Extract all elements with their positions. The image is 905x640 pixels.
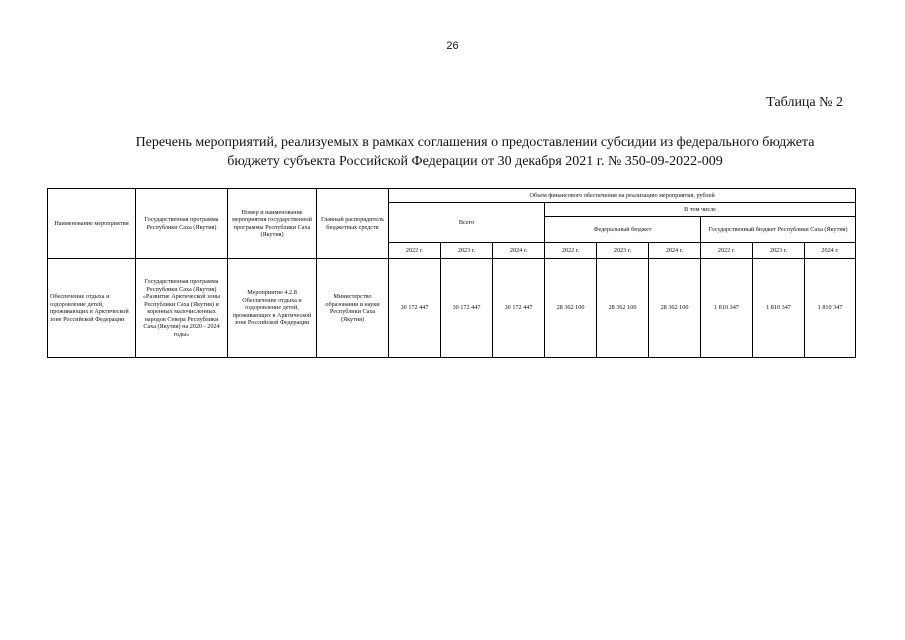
header-including: В том числе — [545, 203, 856, 217]
table-label: Таблица № 2 — [766, 95, 843, 110]
document-title-line-2: бюджету субъекта Российской Федерации от 30 декабря 2021 г. № 350-09-2022-009 — [227, 154, 723, 169]
page-number: 26 — [446, 40, 459, 52]
header-year: 2022 г. — [545, 243, 597, 259]
header-total: Всего — [389, 203, 545, 243]
cell-value: 28 362 100 — [649, 259, 701, 358]
cell-value: 28 362 100 — [597, 259, 649, 358]
header-funding-volume: Объем финансового обеспечения на реализацию мероприятия, рублей — [389, 189, 856, 203]
header-year: 2023 г. — [597, 243, 649, 259]
document-title-line-1: Перечень мероприятий, реализуемых в рамках соглашения о предоставлении субсидии из федерального бюджета — [135, 135, 815, 150]
header-year: 2024 г. — [493, 243, 545, 259]
header-regional-budget: Государственный бюджет Республики Саха (Якутия) — [701, 217, 856, 243]
header-federal-budget: Федеральный бюджет — [545, 217, 701, 243]
cell-value: 1 810 347 — [753, 259, 805, 358]
header-event-name: Наименование мероприятия — [48, 189, 136, 259]
table-row — [48, 259, 856, 358]
header-year: 2024 г. — [649, 243, 701, 259]
cell-value: 1 810 347 — [805, 259, 856, 358]
cell-state-program: Государственная программа Республики Саха (Якутия) «Развитие Арктической зоны Республики Саха (Якутия) и коренных малочисленных народов Севера Республики Саха (Якутия) на 2020 - 2024 годы» — [136, 259, 228, 358]
events-table — [47, 188, 856, 358]
cell-main-manager: Министерство образования и науки Республики Саха (Якутия) — [317, 259, 389, 358]
cell-program-event: Мероприятие 4.2.8 Обеспечение отдыха и оздоровление детей, проживающих в Арктической зоне Российской Федерации — [228, 259, 317, 358]
document-title — [60, 133, 890, 171]
cell-value: 28 362 100 — [545, 259, 597, 358]
header-state-program: Государственная программа Республики Саха (Якутия) — [136, 189, 228, 259]
header-year: 2023 г. — [753, 243, 805, 259]
header-year: 2023 г. — [441, 243, 493, 259]
cell-value: 30 172 447 — [389, 259, 441, 358]
header-year: 2024 г. — [805, 243, 856, 259]
cell-value: 30 172 447 — [493, 259, 545, 358]
cell-event-name: Обеспечение отдыха и оздоровление детей, проживающих в Арктической зоне Российской Федерации — [48, 259, 136, 358]
header-year: 2022 г. — [701, 243, 753, 259]
header-main-manager: Главный распорядитель бюджетных средств — [317, 189, 389, 259]
header-year: 2022 г. — [389, 243, 441, 259]
cell-value: 30 172 447 — [441, 259, 493, 358]
cell-value: 1 810 347 — [701, 259, 753, 358]
header-program-event: Номер и наименование мероприятия государственной программы Республики Саха (Якутия) — [228, 189, 317, 259]
